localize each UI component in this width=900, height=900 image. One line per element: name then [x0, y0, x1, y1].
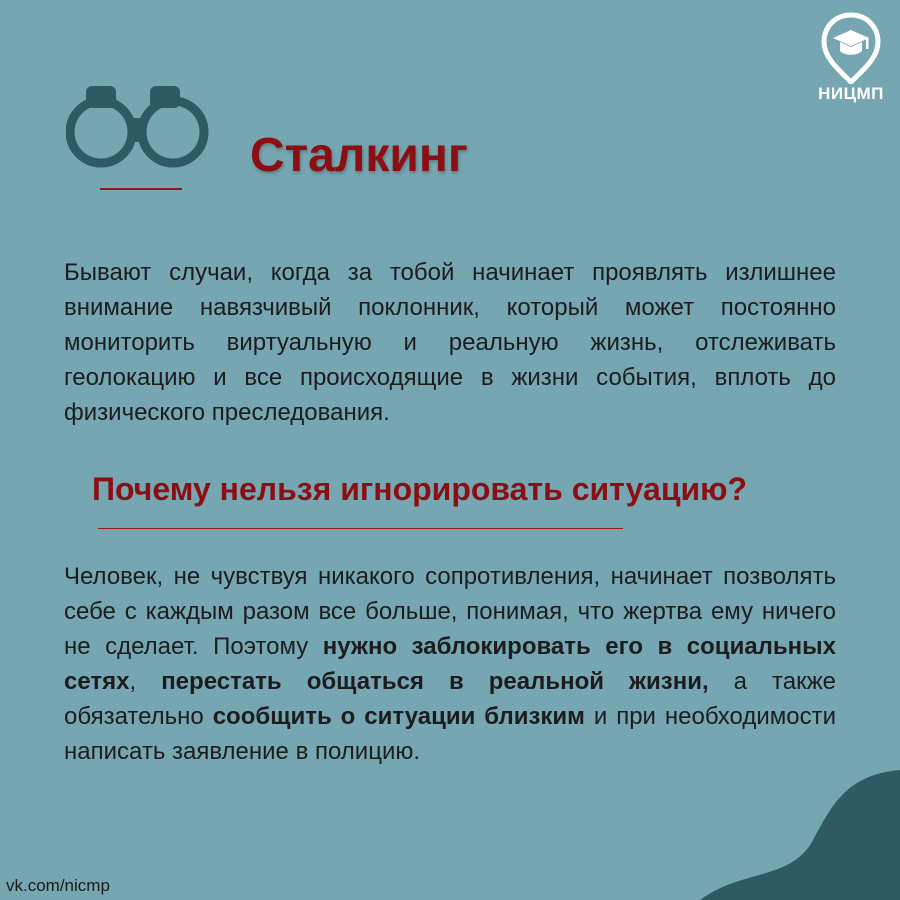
section-text-part: , — [129, 668, 162, 695]
section-paragraph — [64, 559, 836, 769]
binoculars-icon — [66, 82, 216, 174]
section-bold-text: сообщить о ситуации близким — [212, 703, 585, 730]
page-title: Сталкинг — [250, 129, 468, 182]
intro-paragraph: Бывают случаи, когда за тобой начинает проявлять излишнее внимание навязчивый поклонник, который может постоянно мониторить виртуальную и реальную жизнь, отслеживать геолокацию и все происходящие в жизни события, вплоть до физического преследования. — [64, 259, 836, 426]
section-divider — [98, 528, 623, 529]
section-bold-text: перестать общаться в реальной жизни, — [161, 668, 709, 695]
location-pin-graduation-cap-icon — [821, 12, 881, 84]
footer-link[interactable]: vk.com/nicmp — [6, 876, 110, 895]
section-text-part: Человек, не чувствуя никакого сопротивления, начинает позволять себе с каждым разом все больше, понимая, что жертва ему ничего не сделает. Поэтому — [64, 563, 836, 660]
brand-logo — [808, 12, 894, 108]
logo-text: НИЦМП — [818, 84, 884, 103]
section-title: Почему нельзя игнорировать ситуацию? — [92, 471, 748, 507]
section-text-part: и при необходимости написать заявление в полицию. — [64, 703, 836, 765]
section-text-part: а также обязательно — [64, 668, 837, 730]
section-bold-text: нужно заблокировать его в социальных сетях — [64, 633, 837, 695]
title-underline — [100, 188, 182, 190]
